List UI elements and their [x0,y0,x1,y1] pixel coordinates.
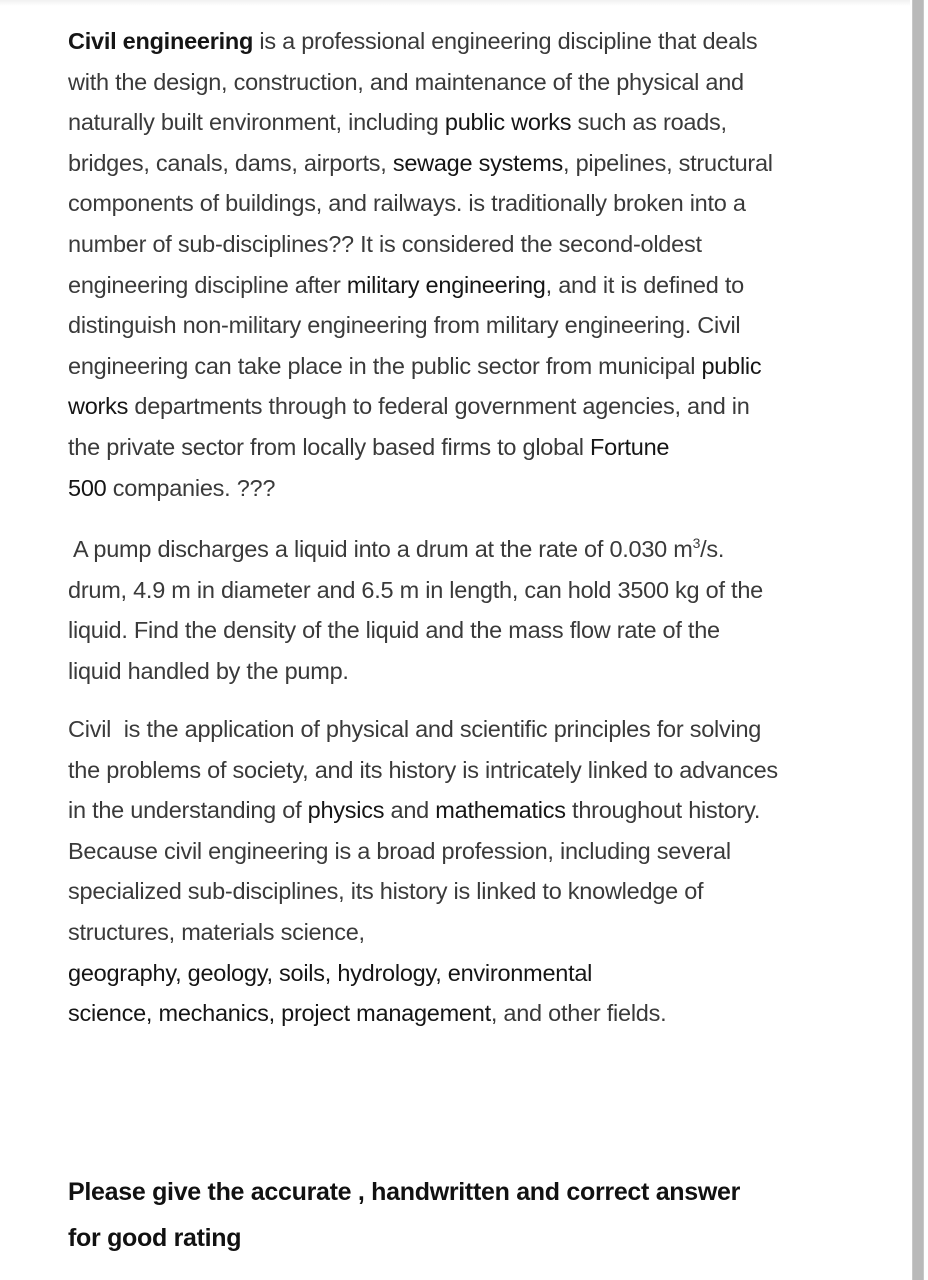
text-line: liquid handled by the pump. [68,657,349,684]
text-line: drum, 4.9 m in diameter and 6.5 m in length, can hold 3500 kg of the [68,576,763,603]
text-line: A pump discharges a liquid into a drum at the rate of 0.030 $m^3/s$. [68,535,725,562]
bold-term: Civil engineering [68,28,254,54]
text-line: in the understanding of physics and mathematics throughout history. [68,797,761,824]
text-line: the problems of society, and its history is intricately linked to advances [68,756,778,783]
link-fortune-500[interactable]: 500 [68,474,107,501]
text-line: the private sector from locally based firms to global Fortune [68,433,670,460]
request-line: for good rating [68,1224,242,1252]
link-mathematics[interactable]: mathematics [435,797,566,824]
text-line: engineering can take place in the public sector from municipal public [68,352,762,379]
link-fields-list[interactable]: science, mechanics, project management [68,1000,491,1027]
link-public-works-departments[interactable]: public [701,352,762,379]
text-line: with the design, construction, and maintenance of the physical and [68,68,744,95]
link-fortune-500[interactable]: Fortune [590,433,670,460]
text-line: bridges, canals, dams, airports, sewage systems, pipelines, structural [68,149,773,176]
text-line: science, mechanics, project management, and other fields. [68,1000,667,1027]
link-physics[interactable]: physics [307,797,385,824]
link-public-works-departments[interactable]: works [68,393,129,420]
text-line: works departments through to federal government agencies, and in [68,393,750,420]
text-line: Civil engineering is a professional engineering discipline that deals [68,28,758,54]
history-paragraph [68,709,778,1034]
text-line: structures, materials science, [68,918,365,945]
text-line: Because civil engineering is a broad profession, including several [68,837,731,864]
scrollbar-thumb[interactable] [912,0,924,1280]
text-line: liquid. Find the density of the liquid and the mass flow rate of the [68,617,720,644]
text-line: distinguish non-military engineering from military engineering. Civil [68,312,741,339]
link-fields-list[interactable]: geography, geology, soils, hydrology, environmental [68,959,593,986]
intro-paragraph [68,21,773,508]
text-line: 500 companies. ??? [68,474,276,501]
text-line: components of buildings, and railways. is traditionally broken into a [68,190,746,217]
request-line: Please give the accurate , handwritten and correct answer [68,1178,741,1206]
text-line: number of sub-disciplines?? It is considered the second-oldest [68,230,702,257]
link-sewage-systems[interactable]: sewage systems [392,149,564,176]
top-shadow [0,0,910,6]
text-line: Civil is the application of physical and scientific principles for solving [68,716,762,742]
text-line: specialized sub-disciplines, its history is linked to knowledge of [68,878,704,905]
answer-request [68,1169,740,1261]
link-military-engineering[interactable]: military engineering [346,271,546,298]
link-public-works[interactable]: public works [444,109,572,136]
superscript-exponent: 3 [692,535,701,551]
text-line: naturally built environment, including public works such as roads, [68,109,727,136]
text-line: engineering discipline after military engineering, and it is defined to [68,271,744,298]
problem-statement [68,529,763,691]
